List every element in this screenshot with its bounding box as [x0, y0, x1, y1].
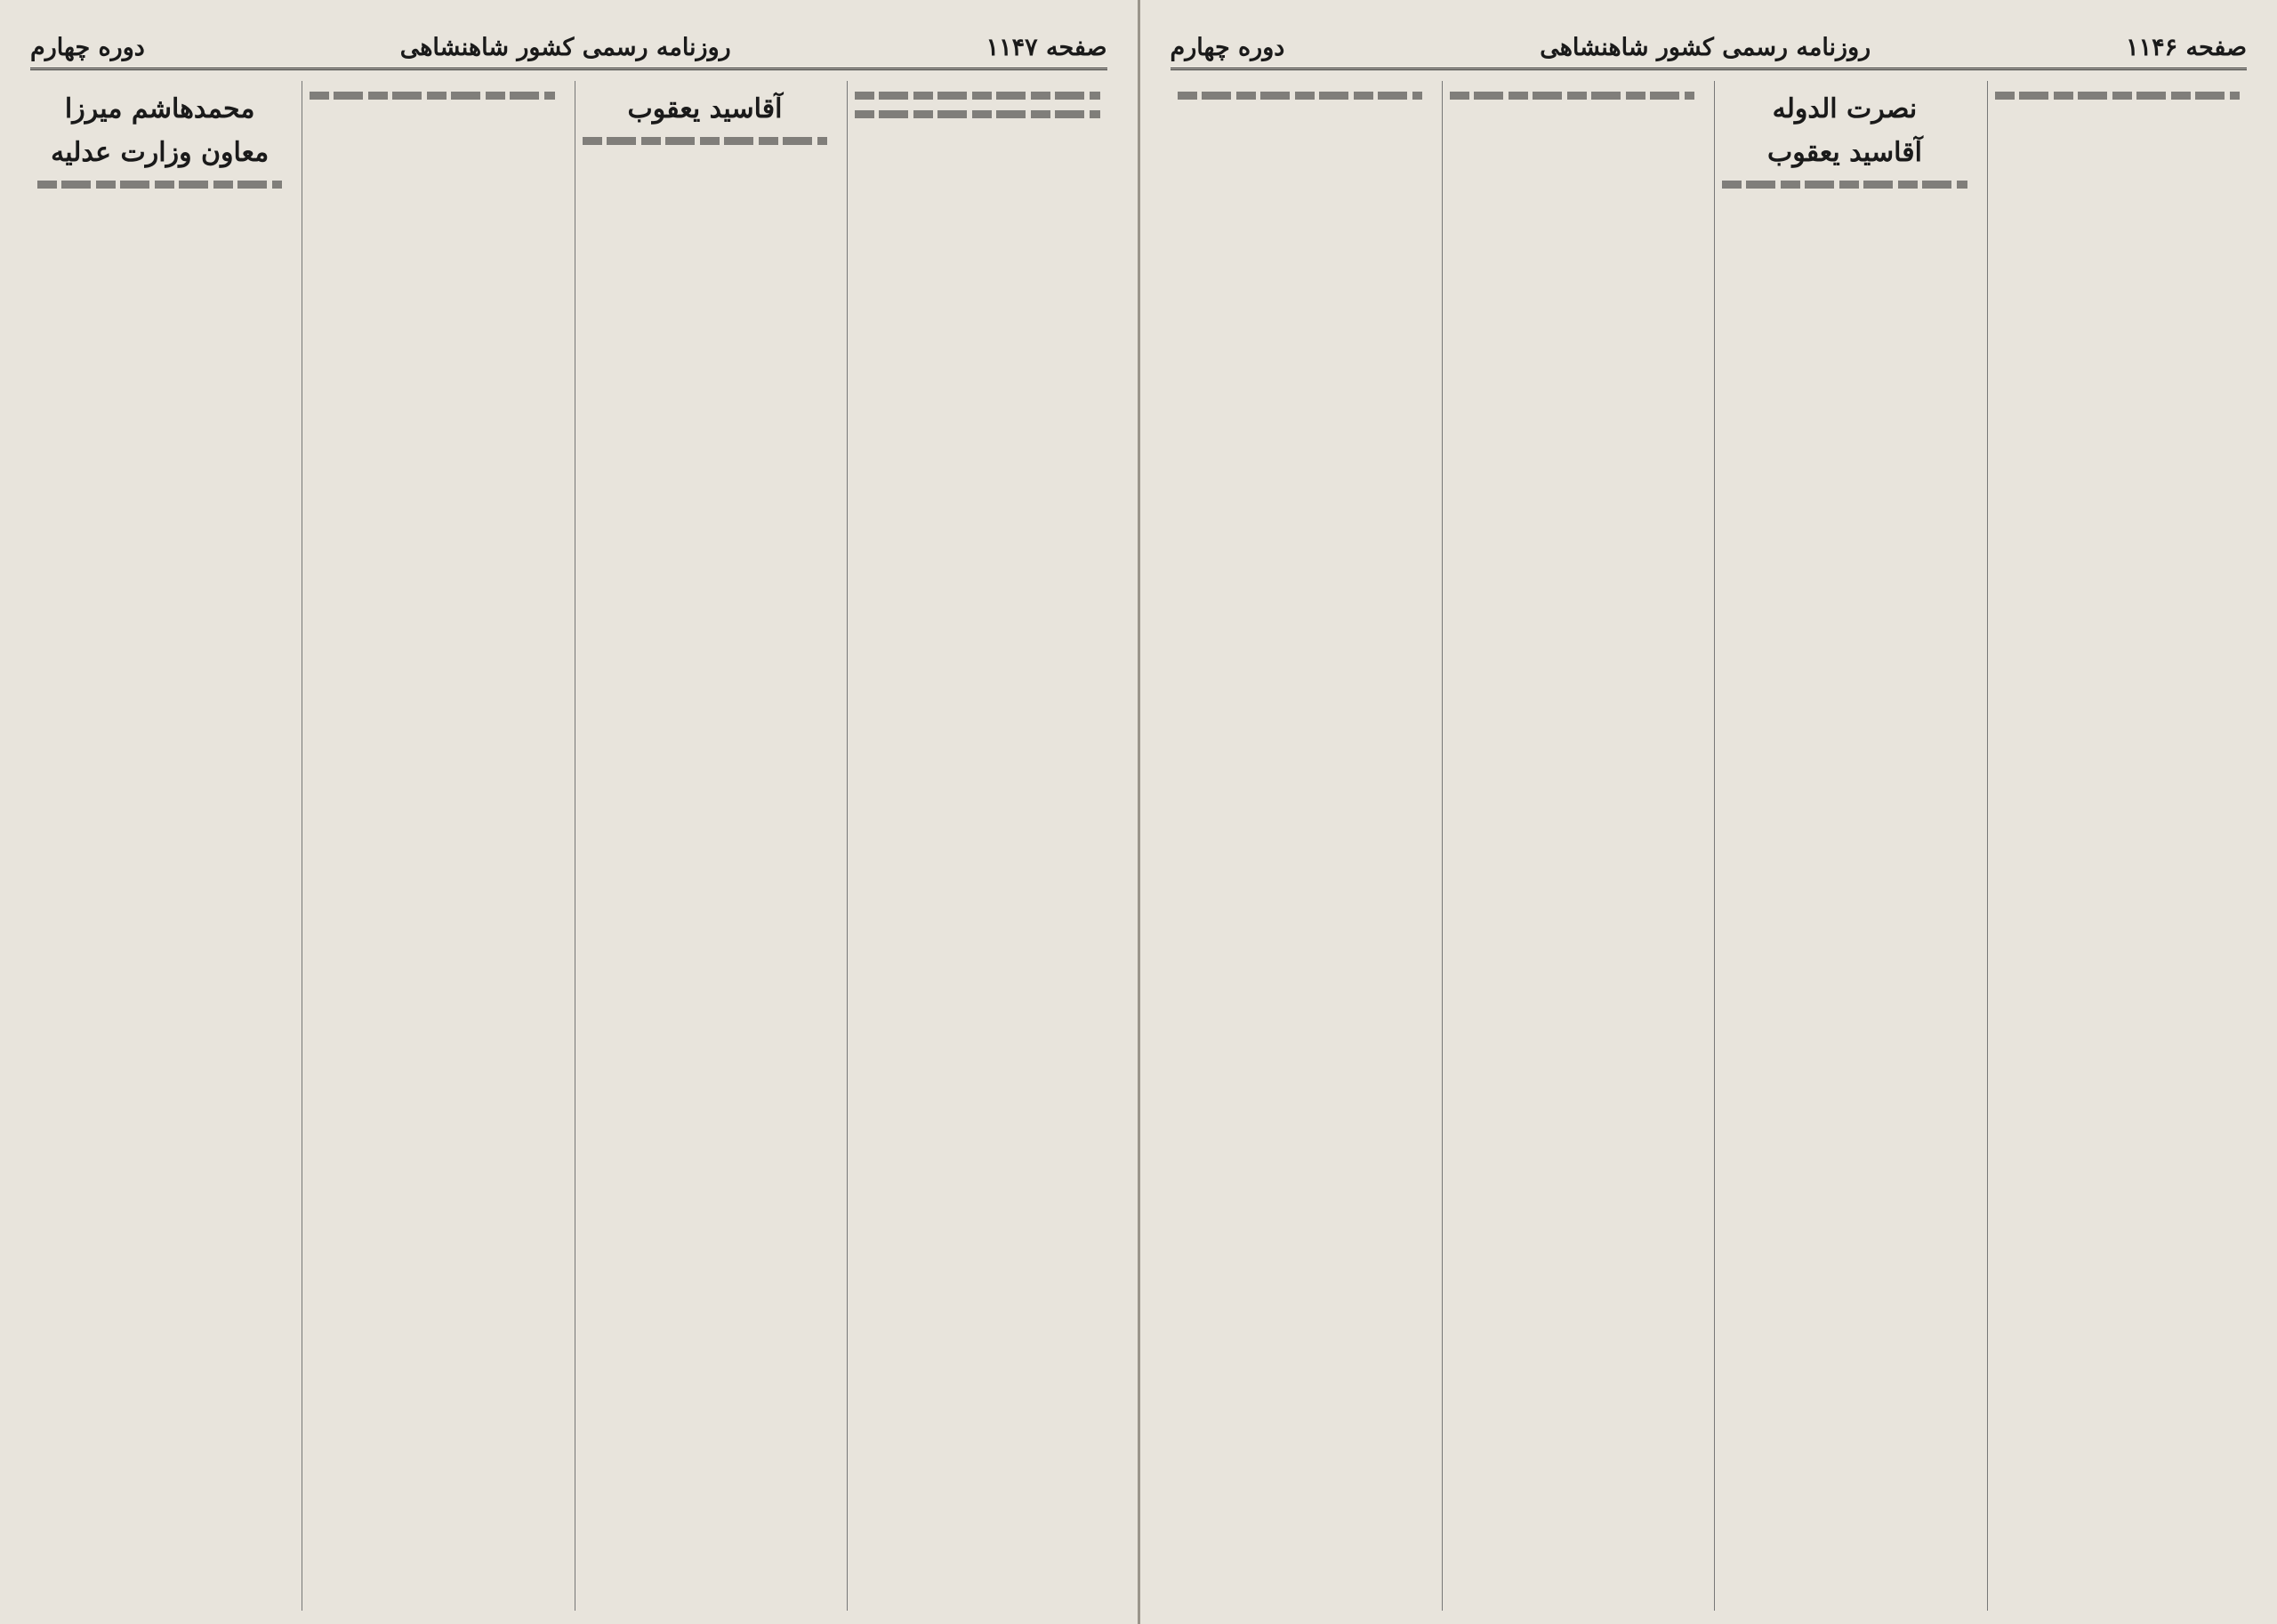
page-1146	[1140, 0, 2277, 1624]
journal-title: روزنامه رسمی کشور شاهنشاهی	[399, 33, 731, 61]
section-heading: آقاسید یعقوب	[627, 93, 783, 125]
column	[1987, 81, 2247, 1611]
text-columns	[30, 81, 1107, 1611]
page-number: صفحه ۱۱۴۷	[986, 33, 1107, 61]
column	[1442, 81, 1702, 1611]
page-header	[30, 27, 1107, 70]
column	[30, 81, 289, 1611]
column	[302, 81, 561, 1611]
section-heading: معاون وزارت عدلیه	[51, 137, 270, 168]
page-number: صفحه ۱۱۴۶	[2126, 33, 2247, 61]
section-heading: محمدهاشم میرزا	[64, 93, 255, 125]
column	[575, 81, 834, 1611]
series-label: دوره چهارم	[1170, 33, 1285, 61]
journal-title: روزنامه رسمی کشور شاهنشاهی	[1540, 33, 1871, 61]
section-heading: آقاسید یعقوب	[1766, 137, 1922, 168]
series-label: دوره چهارم	[30, 33, 145, 61]
column	[847, 81, 1106, 1611]
section-heading: نصرت الدوله	[1772, 93, 1918, 125]
text-columns	[1171, 81, 2248, 1611]
column	[1171, 81, 1429, 1611]
page-header	[1171, 27, 2248, 70]
column	[1714, 81, 1974, 1611]
